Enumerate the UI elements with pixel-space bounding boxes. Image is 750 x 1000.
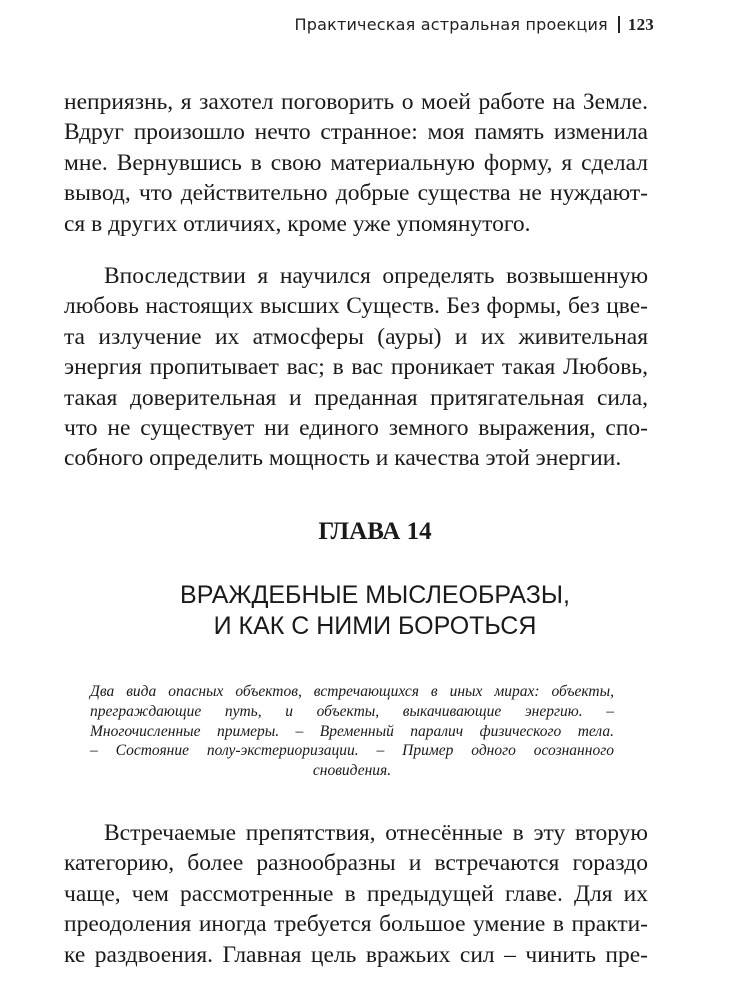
paragraph-continued (64, 87, 648, 239)
summary-line: преграждающие путь, и объекты, выкачивающие энергию. – (90, 702, 614, 720)
page-number: 123 (627, 15, 654, 34)
text-line: Встречаемые препятствия, отнесённые в эту вторую (104, 820, 648, 846)
text-line: категорию, более разнообразны и встречаются гораздо (64, 850, 648, 877)
text-line: любовь настоящих высших Существ. Без формы, без цве- (64, 293, 648, 320)
header-divider (618, 16, 620, 33)
text-line: вывод, что действительно добрые существа не нуждают- (64, 180, 648, 207)
running-header (294, 14, 654, 36)
paragraph (64, 818, 648, 970)
text-line: чаще, чем рассмотренные в предыдущей главе. Для их (64, 880, 648, 907)
text-line: ся в других отличиях, кроме уже упомянутого. (64, 210, 531, 237)
text-line: мне. Вернувшись в свою материальную форму, я сделал (64, 149, 648, 176)
text-line: та излучение их атмосферы (ауры) и их живительная (64, 323, 648, 350)
summary-line: – Состояние полу-экстериоризации. – Пример одного осознанного (90, 742, 614, 760)
text-line: неприязнь, я захотел поговорить о моей работе на Земле. (64, 89, 648, 115)
paragraph (64, 261, 648, 474)
chapter-title (0, 580, 750, 642)
text-line: преодоления иногда требуется большое умение в практи- (64, 911, 648, 938)
summary-line: Многочисленные примеры. – Временный паралич физического тела. (90, 722, 614, 740)
text-line: Вдруг произошло нечто странное: моя память изменила (64, 119, 648, 146)
running-title: Практическая астральная проекция (294, 15, 608, 34)
chapter-title-line: И КАК С НИМИ БОРОТЬСЯ (213, 612, 537, 640)
text-line: Впоследствии я научился определять возвышенную (104, 263, 648, 289)
chapter-label: ГЛАВА 14 (318, 518, 432, 545)
summary-line: сновидения. (312, 762, 392, 780)
summary-line: Два вида опасных объектов, встречающихся в иных мирах: объекты, (90, 683, 614, 700)
text-line: собного определить мощность и качества этой энергии. (64, 445, 622, 472)
chapter-summary (90, 682, 614, 781)
text-line: что не существует ни единого земного выражения, спо- (64, 415, 648, 442)
chapter-title-line: ВРАЖДЕБНЫЕ МЫСЛЕОБРАЗЫ, (180, 581, 570, 609)
text-line: такая доверительная и преданная притягательная сила, (64, 384, 648, 411)
text-line: энергия пропитывает вас; в вас проникает такая Любовь, (64, 354, 648, 381)
text-line: ке раздвоения. Главная цель вражьих сил – чинить пре- (64, 941, 648, 968)
